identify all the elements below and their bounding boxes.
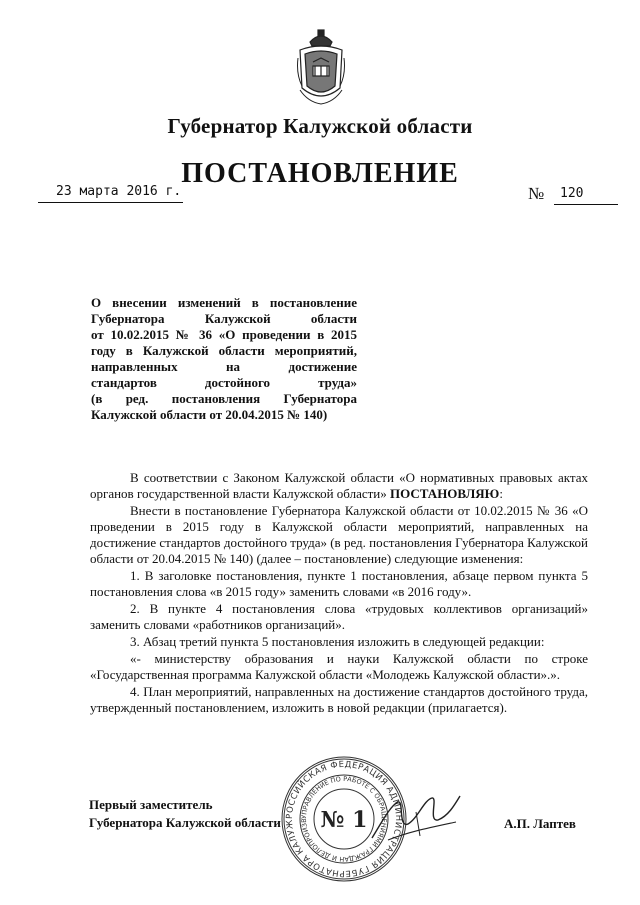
body-paragraph: 4. План мероприятий, направленных на достижение стандартов достойного труда, утвержденный постановлением, изложить в новой редакции (прилагается).	[90, 684, 588, 715]
body-paragraph: 3. Абзац третий пункта 5 постановления изложить в следующей редакции:	[130, 634, 545, 649]
signer-name: А.П. Лаптев	[504, 816, 576, 831]
subject-line: Губернатора Калужской области	[91, 311, 357, 326]
signer-position-line: Губернатора Калужской области	[89, 815, 281, 830]
preamble-text: В соответствии с Законом Калужской области «О нормативных правовых актах органов государственной власти Калужской области»	[90, 470, 588, 501]
signer-position	[89, 796, 281, 832]
subject-line: Калужской области от 20.04.2015 № 140)	[91, 407, 328, 422]
body-paragraph: Внести в постановление Губернатора Калужской области от 10.02.2015 № 36 «О проведении в 2015 году в Калужской области мероприятий, направленных на достижение стандартов достойного труда» (в ред. постановления Губернатора Калужской области от 20.04.2015 № 140) (далее – постановление) следующие изменения:	[90, 503, 588, 566]
document-body	[90, 470, 588, 717]
body-paragraph: 1. В заголовке постановления, пункте 1 постановления, абзаце первом пункта 5 постановления слова «в 2015 году» заменить словами «в 2016 году».	[90, 568, 588, 599]
date-underline	[38, 202, 183, 203]
body-paragraph: 2. В пункте 4 постановления слова «трудовых коллективов организаций» заменить словами «работников организаций».	[90, 601, 588, 632]
seal-center-number: № 1	[320, 807, 368, 833]
document-number: 120	[560, 186, 584, 201]
issuing-authority: Губернатор Калужской области	[167, 114, 473, 138]
preamble-end: :	[499, 486, 503, 501]
document-type: ПОСТАНОВЛЕНИЕ	[181, 158, 459, 189]
coat-of-arms-icon	[296, 28, 346, 106]
document-subject	[91, 295, 357, 423]
seal-inner-text: УПРАВЛЕНИЕ ПО РАБОТЕ С ОБРАЩЕНИЯМИ ГРАЖДАН И ДЕЛОПРОИЗВ	[299, 774, 389, 864]
resolve-keyword: ПОСТАНОВЛЯЮ	[390, 486, 500, 501]
subject-line: направленных на достижение	[91, 359, 357, 374]
document-number-field	[528, 184, 618, 206]
seal-outer-text: РОССИЙСКАЯ ФЕДЕРАЦИЯ АДМИНИСТРАЦИЯ ГУБЕРНАТОРА КАЛУЖ	[284, 759, 404, 879]
document-date-field	[38, 184, 183, 204]
document-date: 23 марта 2016 г.	[56, 184, 182, 199]
subject-line: О внесении изменений в постановление	[91, 295, 357, 310]
signer-position-line: Первый заместитель	[89, 797, 213, 812]
number-underline	[554, 204, 618, 205]
handwritten-signature-icon	[368, 792, 464, 848]
subject-line: стандартов достойного труда»	[91, 375, 357, 390]
preamble-paragraph	[90, 470, 588, 502]
body-paragraph: «- министерству образования и науки Калужской области по строке «Государственная программа Калужской области «Молодежь Калужской области».».	[90, 651, 588, 682]
subject-line: от 10.02.2015 № 36 «О проведении в 2015	[91, 327, 357, 342]
number-sign: №	[528, 184, 545, 203]
subject-line: году в Калужской области мероприятий,	[91, 343, 357, 358]
subject-line: (в ред. постановления Губернатора	[91, 391, 357, 406]
